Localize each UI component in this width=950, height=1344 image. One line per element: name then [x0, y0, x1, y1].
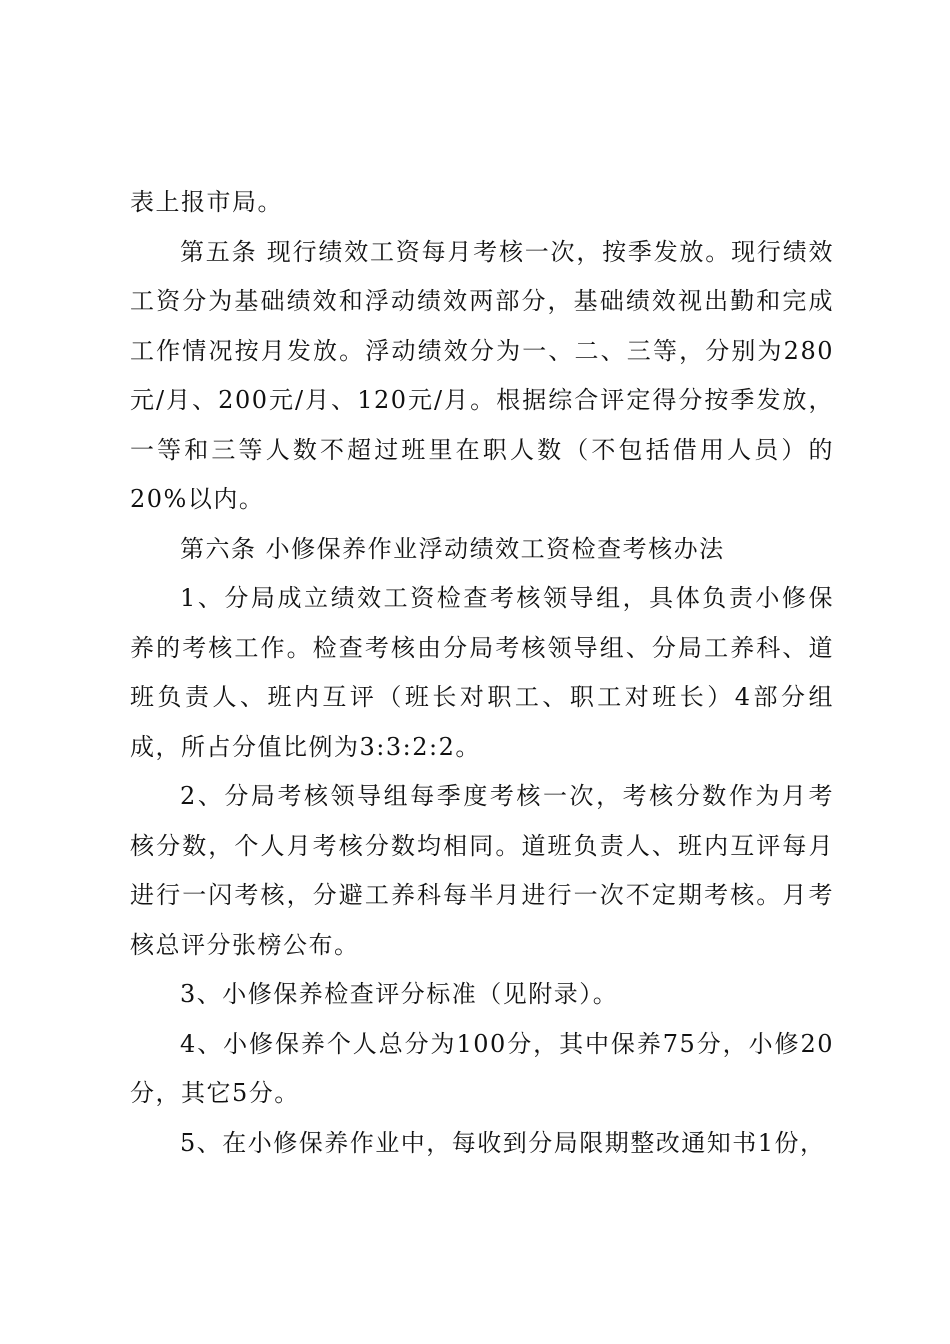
paragraph-item-2: 2、分局考核领导组每季度考核一次，考核分数作为月考核分数，个人月考核分数均相同。道班负责人、班内互评每月进行一闪考核，分避工养科每半月进行一次不定期考核。月考核总评分张榜公布。	[130, 782, 834, 959]
paragraph-article-six-heading: 第六条 小修保养作业浮动绩效工资检查考核办法	[180, 534, 725, 563]
paragraph-article-five: 第五条 现行绩效工资每月考核一次，按季发放。现行绩效工资分为基础绩效和浮动绩效两部分，基础绩效视出勤和完成工作情况按月发放。浮动绩效分为一、二、三等，分别为280元/月、200元/月、120元/月。根据综合评定得分按季发放，一等和三等人数不超过班里在职人数（不包括借用人员）的20%以内。	[130, 237, 834, 513]
paragraph-item-4: 4、小修保养个人总分为100分，其中保养75分，小修20分，其它5分。	[130, 1029, 834, 1107]
paragraph-item-3: 3、小修保养检查评分标准（见附录）。	[180, 980, 619, 1008]
document-body	[130, 178, 834, 1168]
paragraph-continuation: 表上报市局。	[130, 188, 283, 216]
paragraph-item-1: 1、分局成立绩效工资检查考核领导组，具体负责小修保养的考核工作。检查考核由分局考核领导组、分局工养科、道班负责人、班内互评（班长对职工、职工对班长）4部分组成，所占分值比例为3:3:2:2。	[130, 584, 834, 761]
paragraph-item-5: 5、在小修保养作业中，每收到分局限期整改通知书1份，	[180, 1128, 826, 1157]
